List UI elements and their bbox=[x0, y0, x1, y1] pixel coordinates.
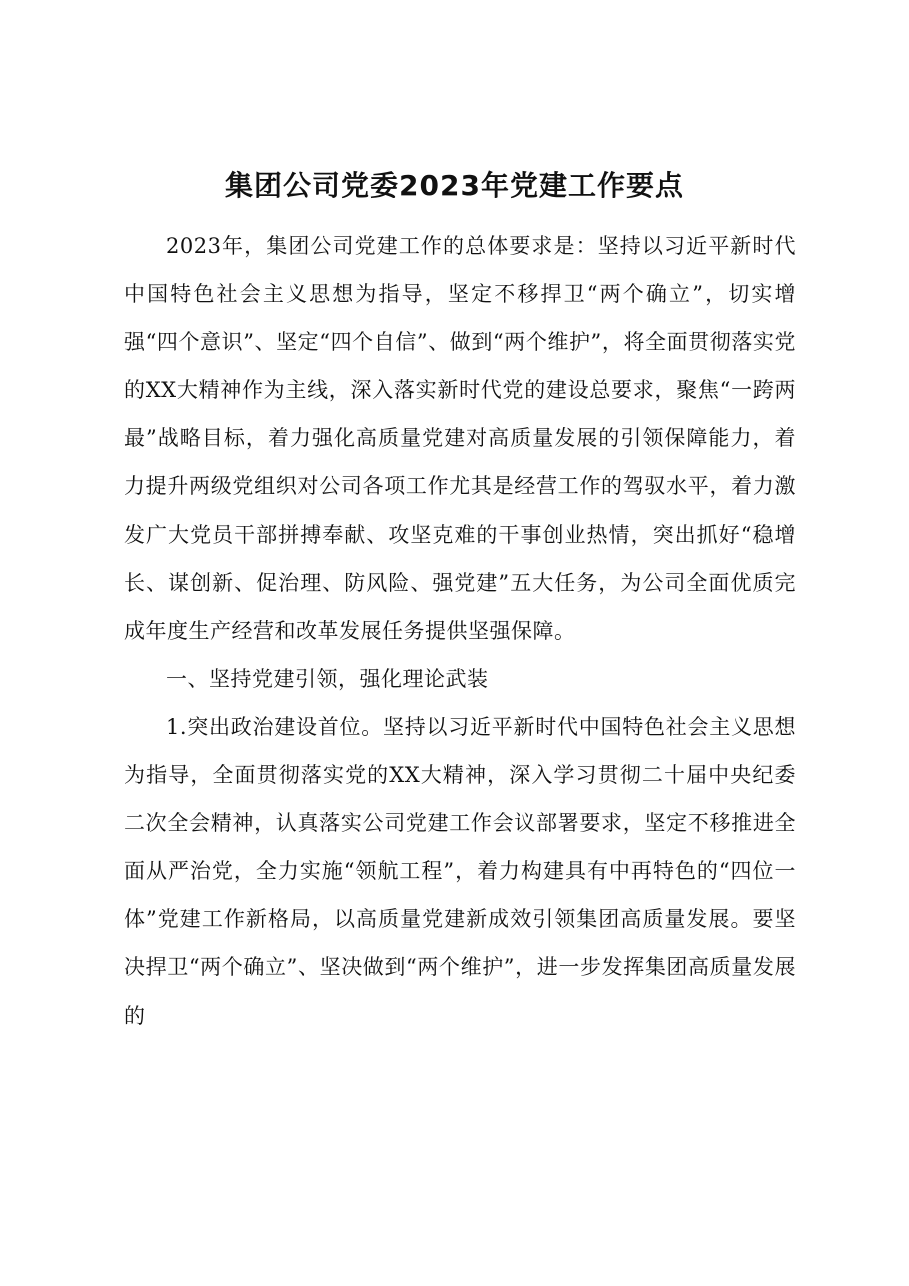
item-paragraph-1: 1.突出政治建设首位。坚持以习近平新时代中国特色社会主义思想为指导，全面贯彻落实党的XX大精神，深入学习贯彻二十届中央纪委二次全会精神，认真落实公司党建工作会议部署要求，坚定不移推进全面从严治党，全力实施“领航工程”，着力构建具有中再特色的“四位一体”党建工作新格局，以高质量党建新成效引领集团高质量发展。要坚决捍卫“两个确立”、坚决做到“两个维护”，进一步发挥集团高质量发展的 bbox=[124, 714, 796, 1028]
intro-paragraph: 2023年，集团公司党建工作的总体要求是：坚持以习近平新时代中国特色社会主义思想为指导，坚定不移捍卫“两个确立”，切实增强“四个意识”、坚定“四个自信”、做到“两个维护”，将全面贯彻落实党的XX大精神作为主线，深入落实新时代党的建设总要求，聚焦“一跨两最”战略目标，着力强化高质量党建对高质量发展的引领保障能力，着力提升两级党组织对公司各项工作尤其是经营工作的驾驭水平，着力激发广大党员干部拼搏奉献、攻坚克难的干事创业热情，突出抓好“稳增长、谋创新、促治理、防风险、强党建”五大任务，为公司全面优质完成年度生产经营和改革发展任务提供坚强保障。 bbox=[124, 234, 796, 643]
section-heading-1: 一、坚持党建引领，强化理论武装 bbox=[166, 666, 489, 691]
document-title: 集团公司党委2023年党建工作要点 bbox=[225, 169, 684, 202]
document-body bbox=[124, 222, 796, 1040]
